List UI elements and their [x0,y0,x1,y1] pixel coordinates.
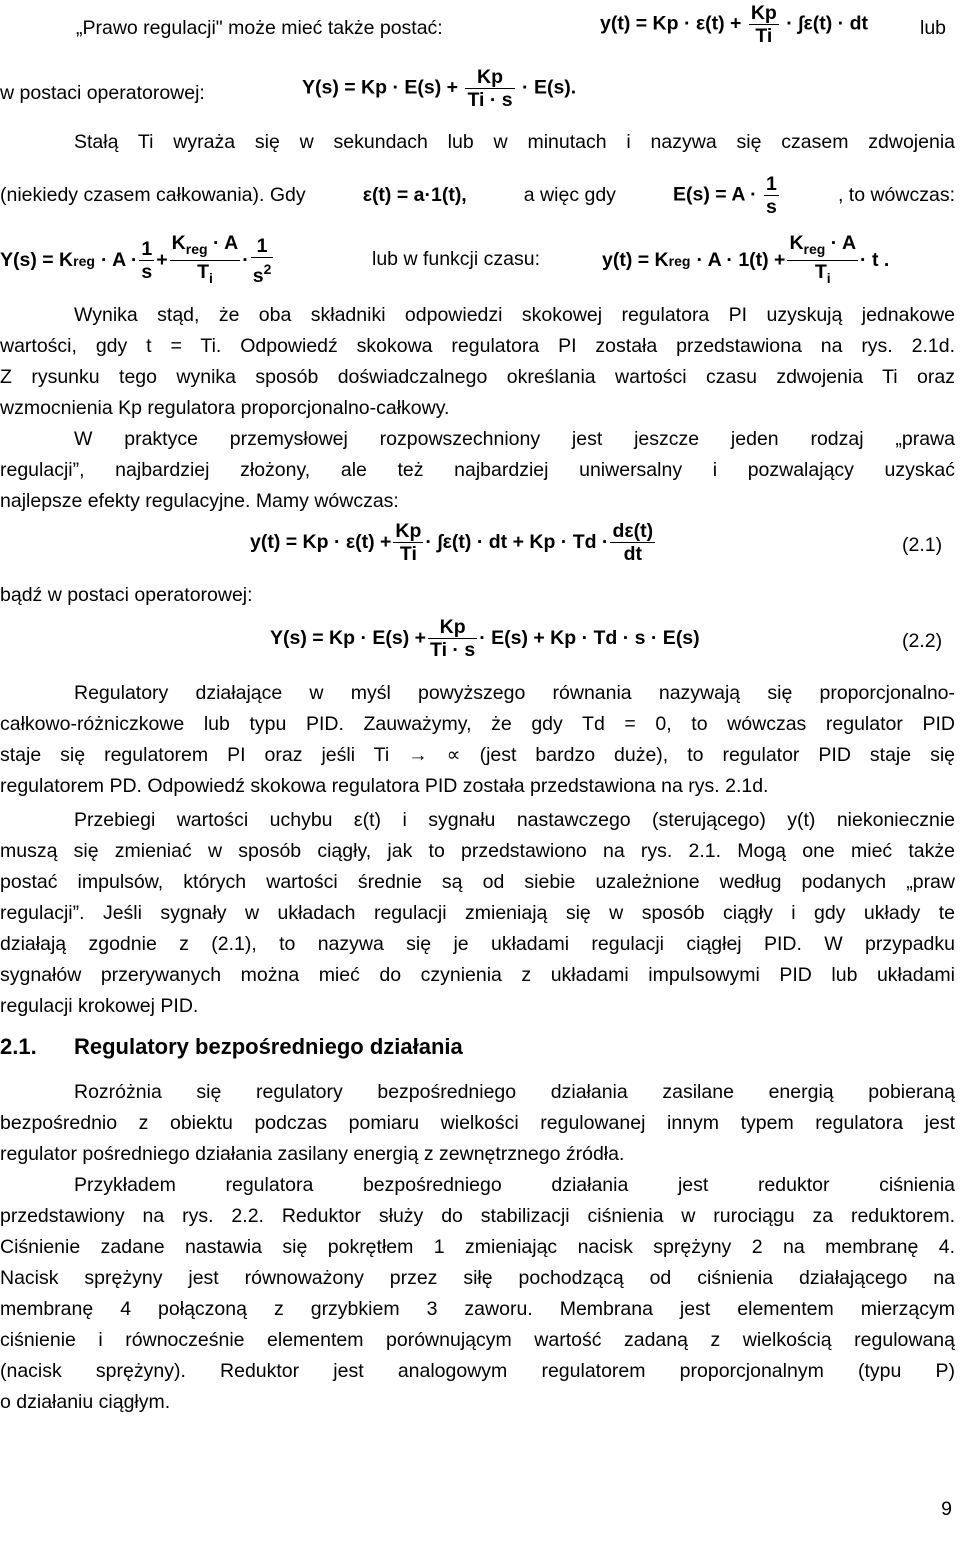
eq21-mid: · ∫ε(t) · dt + Kp · Td · [425,531,609,553]
step-a: · A · [100,249,138,271]
step-equation-left [0,232,275,289]
eq21-f2-den: dt [610,542,655,565]
step-f2-num-sub: reg [185,241,208,257]
step-rhs-sub: reg [668,252,691,269]
step-rhs-f-den-sub: i [826,270,831,286]
step-f2-num-k: K [171,232,186,254]
pid-line-3: staje się regulatorem PI oraz jeśli Ti → ∝ (jest bardzo duże), to regulator PID staje się [0,744,955,766]
pi-op-equation [302,66,576,111]
step-f2-num [170,232,241,260]
step-f1-den: s [141,261,153,283]
ti-line-2a: (niekiedy czasem całkowania). Gdy [0,184,306,206]
rozroznia-line-2: bezpośrednio z obiektu podczas pomiaru wielkości regulowanej innym typem regulatora jest [0,1112,955,1134]
step-f1-num: 1 [141,238,153,260]
step-rhs-f-num-k: K [789,232,804,254]
przebiegi-line-3: postać impulsów, których wartości średnie są od siebie uzależnione według podanych „praw [0,871,955,893]
step-dot: · [242,249,249,271]
operator-label: w postaci operatorowej: [0,82,205,104]
step-mid-text: lub w funkcji czasu: [372,248,540,270]
ti-line-2 [0,173,955,218]
step-f3-den-sup: 2 [263,260,272,277]
ti-line-2-fraction [764,173,779,218]
wynika-line-1: Wynika stąd, że oba składniki odpowiedzi skokowej regulatora PI uzyskują jednakowe [74,304,955,326]
pi-op-frac-num: Kp [477,66,504,88]
eq21-number: (2.1) [902,534,943,556]
pi-time-equation [600,2,868,47]
ti-line-2-E [673,173,781,218]
praktyce-line-2: regulacji”, najbardziej złożony, ale też najbardziej uniwersalny i pozwalający uzyskać [0,459,955,481]
eq21-lhs: y(t) = Kp · ε(t) + [250,531,392,553]
step-f3-den [251,257,274,287]
ti-line-1: Stałą Ti wyraża się w sekundach lub w minutach i nazywa się czasem zdwojenia [74,131,955,153]
step-frac-1 [139,238,154,283]
pi-op-frac-den: Ti · s [467,89,513,111]
pi-op-lhs: Y(s) = Kp · E(s) + [302,76,459,99]
section-heading [0,1034,463,1060]
eq21-f2-num: dε(t) [612,520,654,542]
pi-time-lhs: y(t) = Kp · ε(t) + [600,12,742,35]
przebiegi-line-7: regulacji krokowej PID. [0,995,199,1017]
pi-time-frac-den: Ti [749,24,779,47]
rozroznia-line-3: regulator pośredniego działania zasilany energią z zewnętrznego źródła. [0,1143,625,1165]
przebiegi-line-2: muszą się zmieniać w sposób ciągły, jak to przedstawiono na rys. 2.1. Mogą one mieć także [0,840,955,862]
eq22-number: (2.2) [902,630,943,652]
przyklad-line-7: (nacisk sprężyny). Reduktor jest analogowym regulatorem proporcjonalnym (typu P) [0,1360,955,1382]
section-number: 2.1. [0,1034,37,1059]
przyklad-line-5: membranę 4 połączoną z grzybkiem 3 zaworu. Membrana jest elementem mierzącym [0,1298,955,1320]
step-rhs-f-num-rest: · A [830,232,857,254]
equation-2-1 [250,520,657,565]
step-rhs-f-num [787,232,858,260]
wynika-line-3: Z rysunku tego wynika sposób doświadczalnego określania wartości czasu zdwojenia Ti oraz [0,366,955,388]
ti-line-2b: a więc gdy [523,184,616,206]
przyklad-line-8: o działaniu ciągłym. [0,1391,171,1413]
step-frac-3 [251,235,274,287]
eq22-f-den: Ti · s [430,639,476,661]
step-f2-num-rest: · A [212,232,239,254]
eq21-frac-1 [393,520,423,565]
pid-line-1: Regulatory działające w myśl powyższego równania nazywają się proporcjonalno- [74,682,955,704]
rozroznia-line-1: Rozróżnia się regulatory bezpośredniego działania zasilane energią pobieraną [74,1081,955,1103]
praktyce-line-3: najlepsze efekty regulacyjne. Mamy wówczas: [0,490,399,512]
intro-text: „Prawo regulacji" może mieć także postać: [76,17,443,39]
step-f2-den [170,260,241,289]
badz-text: bądź w postaci operatorowej: [0,584,253,606]
przyklad-line-2: przedstawiony na rys. 2.2. Reduktor służy do stabilizacji ciśnienia w rurociągu za reduktorem. [0,1205,955,1227]
pi-time-rest: · ∫ε(t) · dt [786,12,868,35]
page-number: 9 [941,1498,952,1520]
ti-line-2-E-text: E(s) = A · [673,183,757,206]
eq22-rest: · E(s) + Kp · Td · s · E(s) [479,627,700,649]
step-plus: + [156,249,168,271]
ti-line-2c: , to wówczas: [837,184,955,206]
step-rhs: y(t) = K [602,249,669,271]
step-rhs-a: · A · 1(t) + [696,249,786,271]
step-rhs-frac [787,232,858,289]
step-lhs-sub: reg [73,252,95,269]
pid-line-4: regulatorem PD. Odpowiedź skokowa regulatora PID została przedstawiona na rys. 2.1d. [0,775,769,797]
przyklad-line-3: Ciśnienie zadane nastawia się pokrętłem 1 zmieniając nacisk sprężyny 2 na membranę 4. [0,1236,955,1258]
pi-op-rest: · E(s). [522,76,577,99]
eq21-frac-2 [610,520,655,565]
przyklad-line-4: Nacisk sprężyny jest równoważony przez siłę pochodzącą od ciśnienia działającego na [0,1267,955,1289]
step-f2-den-sub: i [208,270,213,286]
eq21-f1-num: Kp [395,520,422,542]
przyklad-line-6: ciśnienie i równocześnie elementem porównującym wartość zadaną z wielkością regulowaną [0,1329,955,1351]
step-f2-den-t: T [197,261,209,283]
przyklad-line-1: Przykładem regulatora bezpośredniego działania jest reduktor ciśnienia [74,1174,955,1196]
section-title: Regulatory bezpośredniego działania [74,1034,463,1059]
lub-text: lub [920,17,947,39]
step-rhs-f-den-t: T [814,261,827,283]
przebiegi-line-4: regulacji”. Jeśli sygnały w układach regulacji zmieniają się w sposób ciągły i gdy układy te [0,902,955,924]
ti-frac-den: s [766,196,777,218]
equation-2-2 [270,616,700,661]
pi-op-fraction [465,66,514,111]
eq22-f-num: Kp [439,616,466,638]
wynika-line-2: wartości, gdy t = Ti. Odpowiedź skokowa regulatora PI została przedstawiona na rys. 2.1d. [0,335,955,357]
przebiegi-line-1: Przebiegi wartości uchybu ε(t) i sygnału nastawczego (sterującego) y(t) niekoniecznie [74,809,955,831]
step-frac-2 [170,232,241,289]
ti-line-2-eps: ε(t) = a·1(t), [362,184,467,206]
step-f3-den-s: s [252,264,264,287]
praktyce-line-1: W praktyce przemysłowej rozpowszechniony jest jeszcze jeden rodzaj „prawa [74,428,955,450]
eq22-lhs: Y(s) = Kp · E(s) + [270,627,427,649]
step-rhs-f-num-sub: reg [803,241,826,257]
step-f3-num: 1 [256,234,268,257]
step-equation-right [602,232,889,289]
step-rhs-f-den [787,260,858,289]
pi-time-fraction [749,2,779,47]
pid-line-2: całkowo-różniczkowe lub typu PID. Zauważymy, że gdy Td = 0, to wówczas regulator PID [0,713,955,735]
wynika-line-4: wzmocnienia Kp regulatora proporcjonalno-całkowy. [0,397,450,419]
eq22-frac [428,616,477,661]
step-rhs-end: · t . [860,249,890,271]
eq21-f1-den: Ti [393,542,423,565]
pi-time-frac-num: Kp [750,2,777,24]
step-lhs: Y(s) = K [0,249,74,271]
przebiegi-line-5: działają zgodnie z (2.1), to nazywa się je układami regulacji ciągłej PID. W przypadku [0,933,955,955]
ti-frac-num: 1 [766,173,777,195]
przebiegi-line-6: sygnałów przerywanych można mieć do czynienia z układami impulsowymi PID lub układami [0,964,955,986]
